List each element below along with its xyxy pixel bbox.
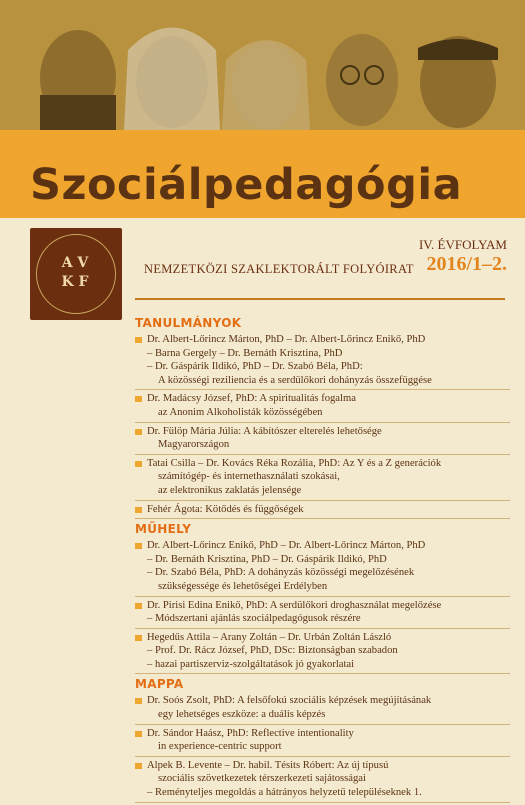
toc-entry xyxy=(135,457,510,501)
portrait-strip xyxy=(0,0,525,130)
logo-letters: A V K F xyxy=(61,255,89,290)
toc-line: szükségessége és lehetőségei Erdélyben xyxy=(158,580,328,592)
section-heading: MŰHELY xyxy=(135,522,192,537)
toc-line: Dr. Pirisi Edina Enikő, PhD: A serdülőkori droghasználat megelőzése xyxy=(147,599,442,611)
bullet-icon xyxy=(135,603,142,609)
toc-line: – Dr. Bernáth Krisztina, PhD – Dr. Gáspárik Ildikó, PhD xyxy=(147,553,387,565)
toc-line: számítógép- és internethasználati szokásai, xyxy=(158,471,340,483)
toc-line: Dr. Fülöp Mária Júlia: A kábítószer elterelés lehetősége xyxy=(147,425,382,437)
toc-entry xyxy=(135,631,510,675)
toc-line: in experience-centric support xyxy=(158,741,282,753)
toc-line: – Reményteljes megoldás a hátrányos helyzetű településeknek 1. xyxy=(147,787,422,799)
journal-title: Szociálpedagógia xyxy=(30,160,463,210)
bullet-icon xyxy=(135,396,142,402)
toc-line: – Módszertani ajánlás szociálpedagógusok részére xyxy=(147,613,361,625)
toc-line: az Anonim Alkoholisták közösségében xyxy=(158,406,323,418)
bullet-icon xyxy=(135,763,142,769)
toc-line: Dr. Albert-Lőrincz Márton, PhD – Dr. Albert-Lőrincz Enikő, PhD xyxy=(147,334,426,345)
toc-line: Magyarországon xyxy=(158,439,230,451)
toc-line: Dr. Albert-Lőrincz Enikő, PhD – Dr. Albert-Lőrincz Márton, PhD xyxy=(147,540,426,552)
toc-line: Alpek B. Levente – Dr. habil. Tésits Róbert: Az új típusú xyxy=(147,759,389,771)
toc-line: – Dr. Szabó Béla, PhD: A dohányzás közösségi megelőzésének xyxy=(147,567,415,579)
table-of-contents xyxy=(135,313,510,805)
bullet-icon xyxy=(135,461,142,467)
publisher-logo xyxy=(30,228,122,320)
toc-line: – hazai partiszerviz-szolgáltatások jó gyakorlatai xyxy=(147,658,355,670)
toc-entry xyxy=(135,539,510,596)
toc-line: – Barna Gergely – Dr. Bernáth Krisztina, PhD xyxy=(147,347,343,359)
journal-subtitle: NEMZETKÖZI SZAKLEKTORÁLT FOLYÓIRAT xyxy=(144,262,414,276)
toc-entry xyxy=(135,503,510,520)
toc-line: Dr. Soós Zsolt, PhD: A felsőfokú szociális képzések megújításának xyxy=(147,695,432,707)
toc-line: egy lehetséges eszköze: a duális képzés xyxy=(158,709,326,721)
toc-entry xyxy=(135,392,510,422)
bullet-icon xyxy=(135,543,142,549)
bullet-icon xyxy=(135,698,142,704)
toc-line: Dr. Madácsy József, PhD: A spiritualitás fogalma xyxy=(147,393,356,405)
toc-line: A közösségi reziliencia és a serdülőkori dohányzás összefüggése xyxy=(158,374,432,386)
volume-label: IV. ÉVFOLYAM xyxy=(418,237,507,252)
toc-line: – Prof. Dr. Rácz József, PhD, DSc: Biztonságban szabadon xyxy=(147,645,398,657)
toc-line: Dr. Sándor Haász, PhD: Reflective intentionality xyxy=(147,727,354,739)
bullet-icon xyxy=(135,337,142,343)
toc-entry xyxy=(135,759,510,803)
toc-line: Fehér Ágota: Kötődés és függőségek xyxy=(147,503,304,515)
bullet-icon xyxy=(135,731,142,737)
portraits-illustration xyxy=(0,0,525,130)
divider xyxy=(135,298,505,300)
toc-entry xyxy=(135,599,510,629)
toc-line: Tatai Csilla – Dr. Kovács Réka Rozália, PhD: Az Y és a Z generációk xyxy=(147,457,442,469)
bullet-icon xyxy=(135,507,142,513)
toc-entry xyxy=(135,694,510,724)
section-heading: TANULMÁNYOK xyxy=(135,316,242,330)
section-heading: MAPPA xyxy=(135,677,184,692)
toc-line: az elektronikus zaklatás jelensége xyxy=(158,484,302,496)
toc-line: – Dr. Gáspárik Ildikó, PhD – Dr. Szabó Béla, PhD: xyxy=(147,361,363,373)
toc-entry xyxy=(135,333,510,390)
issue-number: 2016/1–2. xyxy=(426,253,507,275)
toc-entry xyxy=(135,425,510,455)
toc-line: Hegedűs Attila – Arany Zoltán – Dr. Urbán Zoltán László xyxy=(147,631,392,643)
toc-line: szociális szövetkezetek térszerkezeti sajátosságai xyxy=(158,773,366,785)
bullet-icon xyxy=(135,429,142,435)
toc-entry xyxy=(135,727,510,757)
bullet-icon xyxy=(135,635,142,641)
